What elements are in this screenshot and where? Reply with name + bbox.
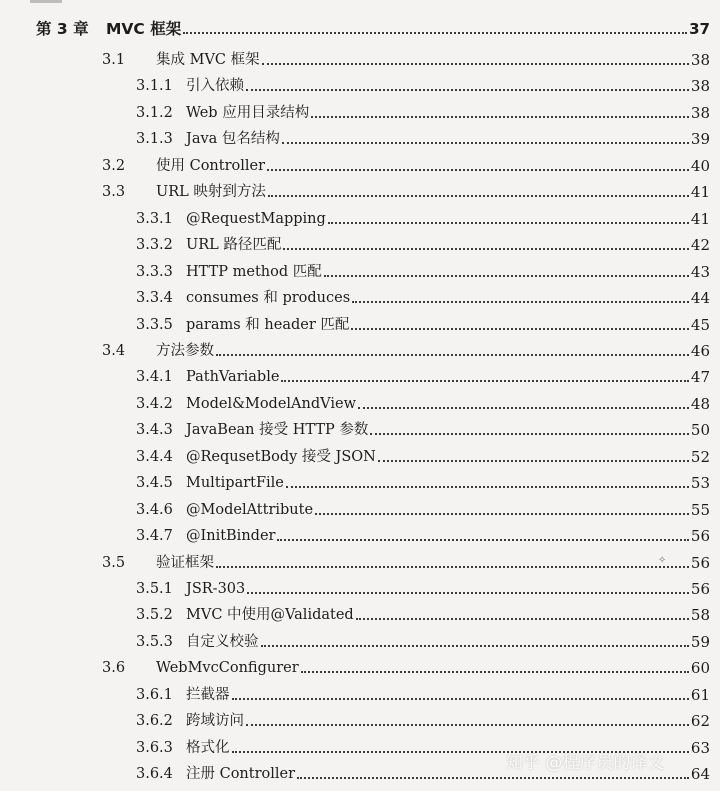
- entry-number: 3.3: [102, 184, 126, 201]
- entry-number: 3.3.4: [136, 290, 173, 307]
- dot-leader: [301, 670, 689, 673]
- entry-number: 3.4.4: [136, 448, 173, 465]
- entry-number: 3.5.1: [136, 581, 173, 597]
- entry-page-number: 58: [690, 606, 710, 625]
- toc-subsection-entry: [136, 362, 710, 386]
- entry-title: @RequestMapping: [186, 210, 326, 227]
- chapter-title: MVC 框架: [106, 20, 182, 38]
- entry-number: 3.2: [102, 157, 126, 174]
- dot-leader: [262, 62, 689, 65]
- chapter-number: 第 3 章: [36, 20, 89, 38]
- page-edge-mark: [30, 0, 62, 7]
- entry-number: 3.3.2: [136, 237, 173, 254]
- entry-page-number: 38: [690, 103, 710, 122]
- dot-leader: [246, 723, 689, 726]
- entry-page-number: 41: [690, 209, 710, 228]
- entry-title: MVC 中使用@Validated: [186, 607, 354, 624]
- dot-leader: [352, 300, 689, 303]
- dot-leader: [282, 141, 689, 144]
- toc-subsection-entry: [136, 627, 710, 651]
- entry-title: Model&ModelAndView: [186, 395, 356, 412]
- entry-page-number: 62: [690, 712, 710, 731]
- entry-title: consumes 和 produces: [186, 290, 351, 307]
- toc-subsection-entry: [136, 495, 710, 519]
- entry-number: 3.3.1: [136, 210, 173, 227]
- entry-title: URL 映射到方法: [156, 184, 266, 201]
- entry-title: JSR-303: [186, 581, 246, 597]
- entry-number: 3.6: [102, 660, 126, 677]
- toc-subsection-entry: [136, 204, 710, 228]
- dot-leader: [378, 459, 689, 462]
- entry-number: 3.4.2: [136, 395, 173, 412]
- entry-title: @RequsetBody 接受 JSON: [186, 448, 376, 465]
- dot-leader: [232, 697, 689, 700]
- dot-leader: [286, 485, 689, 488]
- entry-title: JavaBean 接受 HTTP 参数: [186, 422, 369, 439]
- entry-page-number: 47: [690, 368, 710, 387]
- entry-page-number: 41: [690, 183, 710, 202]
- entry-title: 引入依赖: [186, 78, 244, 95]
- entry-number: 3.6.2: [136, 713, 173, 730]
- toc-chapter-heading: [36, 14, 710, 38]
- entry-page-number: 39: [690, 130, 710, 149]
- entry-page-number: 59: [690, 632, 710, 651]
- entry-page-number: 44: [690, 289, 710, 308]
- entry-title: Java 包名结构: [186, 131, 280, 148]
- toc-subsection-entry: [136, 468, 710, 492]
- entry-number: 3.4.6: [136, 501, 173, 518]
- dot-leader: [328, 221, 689, 224]
- dot-leader: [315, 512, 689, 515]
- entry-page-number: 55: [690, 500, 710, 519]
- entry-number: 3.4.5: [136, 475, 173, 492]
- entry-page-number: 60: [690, 659, 710, 678]
- toc-subsection-entry: [136, 124, 710, 148]
- dot-leader: [370, 432, 689, 435]
- toc-subsection-entry: [136, 230, 710, 254]
- dot-leader: [297, 776, 689, 779]
- entry-page-number: 61: [690, 685, 710, 704]
- dot-leader: [183, 31, 687, 34]
- entry-page-number: 43: [690, 262, 710, 281]
- entry-page-number: 53: [690, 474, 710, 493]
- toc-section-entry: [102, 336, 710, 360]
- toc-section-entry: [102, 653, 710, 677]
- entry-number: 3.6.1: [136, 686, 173, 703]
- chapter-page-number: 37: [689, 20, 710, 38]
- toc-subsection-entry: [136, 310, 710, 334]
- entry-number: 3.6.4: [136, 766, 173, 783]
- entry-title: 注册 Controller: [186, 766, 296, 783]
- entry-page-number: 56: [690, 527, 710, 546]
- dot-leader: [246, 88, 689, 91]
- toc-subsection-entry: [136, 415, 710, 439]
- entry-page-number: 38: [690, 51, 710, 69]
- dot-leader: [216, 565, 689, 568]
- toc-section-entry: [102, 177, 710, 201]
- toc-subsection-entry: [136, 389, 710, 413]
- entry-number: 3.3.5: [136, 316, 173, 333]
- toc-subsection-entry: [136, 680, 710, 704]
- entry-number: 3.5.2: [136, 607, 173, 624]
- dot-leader: [267, 168, 689, 171]
- entry-page-number: 45: [690, 315, 710, 334]
- toc-section-entry: [102, 151, 710, 175]
- entry-title: @ModelAttribute: [186, 501, 314, 518]
- entry-page-number: 48: [690, 394, 710, 413]
- entry-page-number: 42: [690, 236, 710, 255]
- cursor-icon: ✧: [658, 555, 667, 566]
- entry-page-number: 46: [690, 341, 710, 360]
- toc-subsection-entry: [136, 98, 710, 122]
- dot-leader: [351, 327, 689, 330]
- entry-number: 3.4.1: [136, 369, 173, 386]
- entry-number: 3.5: [102, 554, 126, 571]
- entry-number: 3.3.3: [136, 263, 173, 280]
- dot-leader: [283, 247, 689, 250]
- entry-page-number: 38: [690, 77, 710, 96]
- entry-number: 3.1.1: [136, 78, 173, 95]
- dot-leader: [277, 538, 688, 541]
- entry-title: URL 路径匹配: [186, 237, 282, 254]
- entry-title: WebMvcConfigurer: [156, 660, 299, 677]
- toc-subsection-entry: [136, 574, 710, 598]
- dot-leader: [268, 194, 689, 197]
- toc-subsection-entry: [136, 600, 710, 624]
- entry-title: Web 应用目录结构: [186, 104, 310, 121]
- dot-leader: [247, 591, 689, 594]
- entry-number: 3.4: [102, 342, 126, 359]
- toc-subsection-entry: [136, 521, 710, 545]
- dot-leader: [311, 115, 689, 118]
- entry-title: MultipartFile: [186, 475, 284, 492]
- entry-number: 3.1.2: [136, 104, 173, 121]
- dot-leader: [261, 644, 689, 647]
- entry-page-number: 56: [690, 580, 710, 598]
- entry-title: 使用 Controller: [156, 157, 266, 174]
- entry-title: 拦截器: [186, 686, 230, 703]
- toc-subsection-entry: [136, 257, 710, 281]
- entry-title: 跨域访问: [186, 713, 244, 730]
- toc-subsection-entry: [136, 442, 710, 466]
- entry-title: params 和 header 匹配: [186, 316, 350, 333]
- entry-title: 验证框架: [156, 554, 214, 571]
- dot-leader: [356, 617, 689, 620]
- entry-title: 方法参数: [156, 342, 214, 359]
- entry-title: HTTP method 匹配: [186, 263, 322, 280]
- dot-leader: [281, 379, 688, 382]
- entry-number: 3.1.3: [136, 131, 173, 148]
- toc-subsection-entry: [136, 71, 710, 95]
- entry-number: 3.1: [102, 52, 126, 68]
- entry-number: 3.4.3: [136, 422, 173, 439]
- entry-number: 3.5.3: [136, 633, 173, 650]
- entry-page-number: 63: [690, 738, 710, 757]
- dot-leader: [358, 406, 689, 409]
- toc-section-entry: [102, 45, 710, 69]
- toc-section-entry: [102, 548, 710, 572]
- entry-title: PathVariable: [186, 369, 280, 386]
- toc-subsection-entry: [136, 283, 710, 307]
- entry-title: 集成 MVC 框架: [156, 52, 260, 68]
- entry-number: 3.4.7: [136, 528, 173, 545]
- entry-number: 3.6.3: [136, 739, 173, 756]
- entry-page-number: 56: [690, 553, 710, 572]
- toc-subsection-entry: [136, 706, 710, 730]
- entry-title: 格式化: [186, 739, 230, 756]
- dot-leader: [324, 274, 689, 277]
- entry-page-number: 50: [690, 421, 710, 440]
- dot-leader: [216, 353, 689, 356]
- entry-title: @InitBinder: [186, 528, 276, 545]
- entry-page-number: 40: [690, 156, 710, 175]
- watermark: 知乎 @程序员的译文: [506, 753, 665, 773]
- entry-page-number: 52: [690, 447, 710, 466]
- entry-title: 自定义校验: [186, 633, 259, 650]
- entry-page-number: 64: [690, 765, 710, 784]
